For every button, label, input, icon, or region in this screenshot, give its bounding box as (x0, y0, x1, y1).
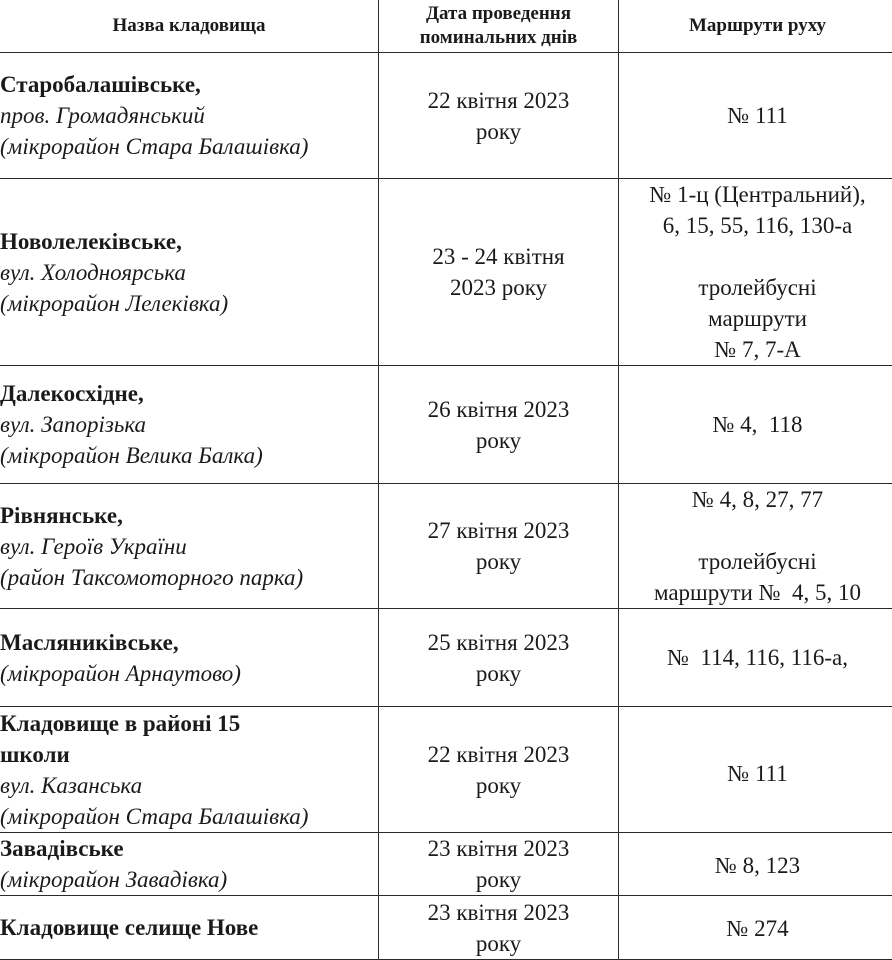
date-cell (379, 53, 619, 179)
cemetery-address: вул. Запорізька (0, 409, 378, 440)
routes-cell (619, 53, 892, 179)
routes-text: № 8, 123 (715, 853, 800, 878)
date-line1: 23 квітня 2023 (379, 833, 618, 864)
cemetery-district: (мікрорайон Стара Балашівка) (0, 801, 378, 832)
routes-text: № 111 (727, 761, 788, 786)
table-row (0, 609, 892, 707)
cemetery-address: вул. Казанська (0, 770, 378, 801)
header-date (379, 0, 619, 53)
date-cell (379, 484, 619, 609)
cemetery-district: (район Таксомоторного парка) (0, 562, 378, 593)
cemetery-name-cell (0, 484, 379, 609)
routes-cell (619, 896, 892, 960)
routes-cell (619, 707, 892, 833)
date-line2: 2023 року (379, 272, 618, 303)
header-date-line1: Дата проведення (379, 2, 618, 26)
routes-text: № 114, 116, 116-а, (667, 645, 848, 670)
routes-line1: № 4, 8, 27, 77 (619, 484, 892, 515)
date-line1: 27 квітня 2023 (379, 515, 618, 546)
routes-text: № 274 (726, 916, 788, 941)
date-line1: 22 квітня 2023 (379, 739, 618, 770)
date-line1: 23 - 24 квітня (379, 241, 618, 272)
routes-line5: № 7, 7-А (619, 334, 892, 365)
cemetery-address: пров. Громадянський (0, 100, 378, 131)
routes-text: № 111 (727, 103, 788, 128)
date-line2: року (379, 658, 618, 689)
routes-line2: тролейбусні (619, 546, 892, 577)
table-row (0, 53, 892, 179)
date-cell (379, 609, 619, 707)
date-cell (379, 366, 619, 484)
cemetery-district: (мікрорайон Лелеківка) (0, 288, 378, 319)
table-row (0, 896, 892, 960)
cemetery-district: (мікрорайон Арнаутово) (0, 658, 378, 689)
cemetery-title: Рівнянське, (0, 500, 378, 531)
header-routes (619, 0, 892, 53)
table-row (0, 484, 892, 609)
date-line2: року (379, 928, 618, 959)
cemetery-name-cell (0, 53, 379, 179)
header-name-text: Назва кладовища (113, 15, 266, 36)
date-cell (379, 833, 619, 896)
cemetery-address: вул. Холодноярська (0, 257, 378, 288)
routes-cell (619, 609, 892, 707)
date-line1: 26 квітня 2023 (379, 394, 618, 425)
date-line2: року (379, 425, 618, 456)
date-line1: 25 квітня 2023 (379, 627, 618, 658)
routes-spacer (619, 515, 892, 546)
cemetery-name-cell (0, 896, 379, 960)
date-line2: року (379, 770, 618, 801)
routes-cell (619, 179, 892, 366)
cemetery-name-cell (0, 179, 379, 366)
table-row (0, 366, 892, 484)
routes-line4: маршрути (619, 303, 892, 334)
cemetery-title: Новолелеківське, (0, 226, 378, 257)
table-row (0, 179, 892, 366)
routes-line2: 6, 15, 55, 116, 130-а (619, 210, 892, 241)
header-routes-text: Маршрути руху (689, 15, 826, 36)
routes-cell (619, 833, 892, 896)
header-date-line2: поминальних днів (379, 26, 618, 50)
cemetery-district: (мікрорайон Завадівка) (0, 864, 378, 895)
date-line2: року (379, 864, 618, 895)
routes-line1: № 1-ц (Центральний), (619, 179, 892, 210)
table-row (0, 707, 892, 833)
routes-line3: тролейбусні (619, 272, 892, 303)
cemetery-title: Кладовище селище Нове (0, 912, 378, 943)
routes-line3: маршрути № 4, 5, 10 (619, 577, 892, 608)
cemetery-title: Масляниківське, (0, 627, 378, 658)
date-line2: року (379, 116, 618, 147)
cemetery-name-cell (0, 833, 379, 896)
header-name (0, 0, 379, 53)
cemetery-title: Далекосхідне, (0, 378, 378, 409)
date-cell (379, 896, 619, 960)
cemetery-title: Кладовище в районі 15 (0, 708, 378, 739)
cemetery-district: (мікрорайон Стара Балашівка) (0, 131, 378, 162)
header-row (0, 0, 892, 53)
routes-cell (619, 366, 892, 484)
cemetery-address: вул. Героїв України (0, 531, 378, 562)
routes-text: № 4, 118 (712, 412, 802, 437)
cemetery-name-cell (0, 707, 379, 833)
cemetery-name-cell (0, 609, 379, 707)
date-line1: 23 квітня 2023 (379, 897, 618, 928)
cemetery-name-cell (0, 366, 379, 484)
routes-spacer (619, 241, 892, 272)
date-cell (379, 707, 619, 833)
cemetery-title: Старобалашівське, (0, 69, 378, 100)
date-line2: року (379, 546, 618, 577)
date-cell (379, 179, 619, 366)
routes-cell (619, 484, 892, 609)
cemetery-title: Завадівське (0, 833, 378, 864)
table-row (0, 833, 892, 896)
date-line1: 22 квітня 2023 (379, 85, 618, 116)
cemetery-district: (мікрорайон Велика Балка) (0, 440, 378, 471)
cemetery-title-line2: школи (0, 739, 378, 770)
